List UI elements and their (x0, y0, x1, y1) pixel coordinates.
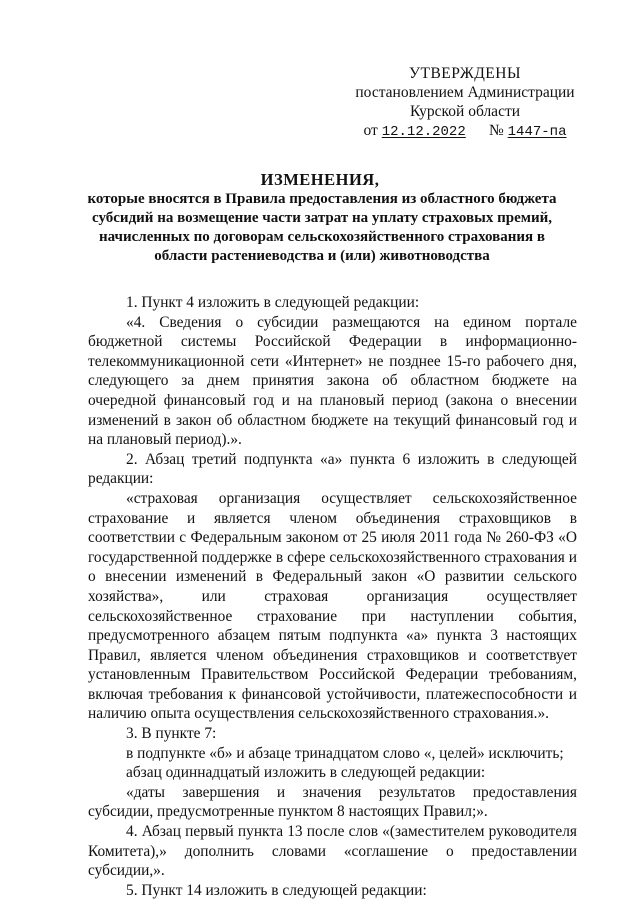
paragraph-6: в подпункте «б» и абзаце тринадцатом слово «, целей» исключить; (126, 744, 564, 762)
approval-number: 1447-па (507, 124, 567, 140)
from-label: от (363, 122, 378, 139)
document-subtitle: которые вносятся в Правила предоставления из областного бюджета субсидий на возмещение части затрат на уплату страховых премий, начисленных по договорам сельскохозяйственного страхования в области растениеводства и (или) животноводства (87, 191, 557, 264)
paragraph-2: «4. Сведения о субсидии размещаются на едином портале бюджетной системы Российской Федерации в информационно-телекоммуникационной сети «Интернет» не позднее 15-го рабочего дня, следующего за днем принятия закона об областном бюджете на очередной финансовый год и на плановый период (закона о внесении изменений в закон об областном бюджете на текущий финансовый год и на плановый период).». (88, 313, 577, 449)
approval-line-1: постановлением Администрации (355, 84, 575, 101)
document-body (88, 293, 577, 900)
paragraph-7: абзац одиннадцатый изложить в следующей редакции: (126, 764, 486, 782)
document-title: ИЗМЕНЕНИЯ, (260, 170, 380, 189)
paragraph-8: «даты завершения и значения результатов предоставления субсидии, предусмотренные пунктом 8 настоящих Правил;». (88, 783, 577, 821)
paragraph-1: 1. Пункт 4 изложить в следующей редакции: (126, 294, 420, 311)
paragraph-5: 3. В пункте 7: (126, 725, 217, 743)
approval-date-line (340, 121, 590, 142)
number-label: № (488, 122, 504, 139)
approval-title: УТВЕРЖДЕНЫ (409, 65, 521, 82)
paragraph-3: 2. Абзац третий подпункта «а» пункта 6 изложить в следующей редакции: (88, 450, 577, 488)
paragraph-9: 4. Абзац первый пункта 13 после слов «(заместителем руководителя Комитета),» дополнить словами «соглашение о предоставлении субсидии,». (88, 823, 577, 880)
paragraph-10: 5. Пункт 14 изложить в следующей редакции: (126, 881, 427, 899)
approval-date: 12.12.2022 (381, 124, 466, 140)
paragraph-4: «страховая организация осуществляет сельскохозяйственное страхование и является членом объединения страховщиков в соответствии с Федеральным законом от 25 июля 2011 года № 260-ФЗ «О государственной поддержке в сфере сельскохозяйственного страхования и о внесении изменений в Федеральный закон «О развитии сельского хозяйства», или страховая организация осуществляет сельскохозяйственное страхование при наступлении события, предусмотренного абзацем пятым подпункта «а» пункта 3 настоящих Правил, является членом объединения страховщиков и соответствует установленным Правительством Российской Федерации требованиям, включая требования к финансовой устойчивости, платежеспособности и наличию опыта осуществления сельскохозяйственного страхования.». (88, 489, 577, 723)
approval-line-2: Курской области (409, 103, 521, 120)
approval-stamp (340, 64, 590, 142)
